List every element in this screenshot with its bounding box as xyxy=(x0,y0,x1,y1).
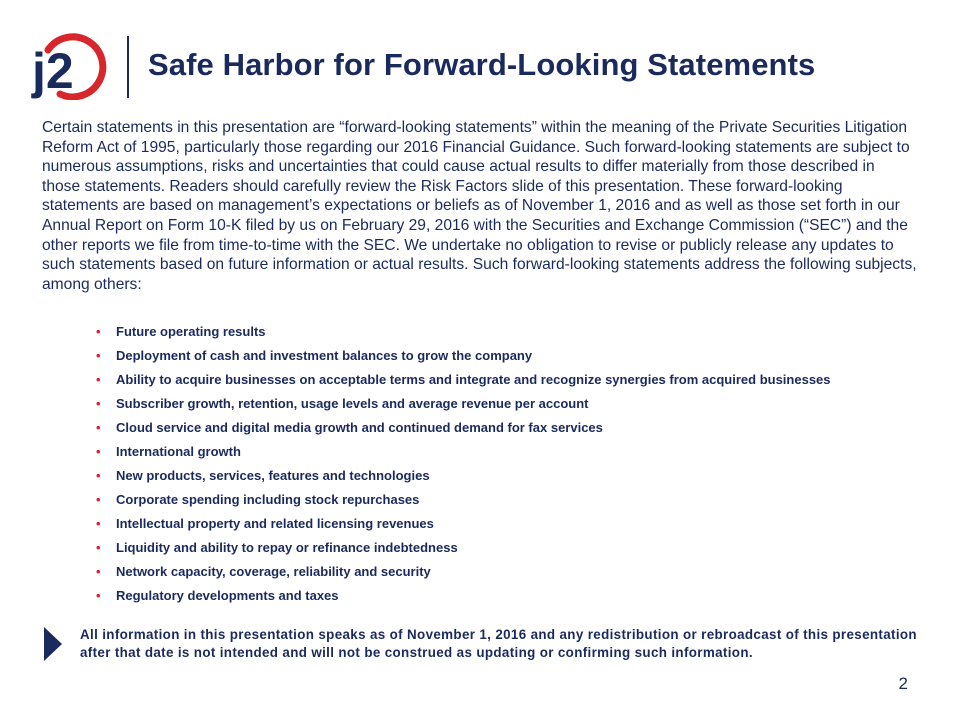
subjects-list xyxy=(96,322,831,610)
triangle-arrow-icon xyxy=(44,627,62,661)
bullet-icon: • xyxy=(96,516,101,531)
disclaimer-note: All information in this presentation speaks as of November 1, 2016 and any redistribution or rebroadcast of this presentation after that date is not intended and will not be construed as updating or confirming such information. xyxy=(80,627,917,660)
list-item: • Network capacity, coverage, reliability and security xyxy=(96,562,831,586)
bullet-icon: • xyxy=(96,324,101,339)
list-item: • Cloud service and digital media growth and continued demand for fax services xyxy=(96,418,831,442)
bullet-icon: • xyxy=(96,420,101,435)
list-item: • Liquidity and ability to repay or refinance indebtedness xyxy=(96,538,831,562)
page-title: Safe Harbor for Forward-Looking Statements xyxy=(148,47,816,82)
bullet-icon: • xyxy=(96,468,101,483)
bullet-icon: • xyxy=(96,444,101,459)
bullet-icon: • xyxy=(96,564,101,579)
list-item: • Deployment of cash and investment balances to grow the company xyxy=(96,346,831,370)
list-item: • International growth xyxy=(96,442,831,466)
list-item: • Regulatory developments and taxes xyxy=(96,586,831,610)
list-item: • Ability to acquire businesses on acceptable terms and integrate and recognize synergies from acquired businesses xyxy=(96,370,831,394)
bullet-icon: • xyxy=(96,588,101,603)
list-item: • Future operating results xyxy=(96,322,831,346)
list-item: • Intellectual property and related licensing revenues xyxy=(96,514,831,538)
title-divider xyxy=(127,36,129,98)
list-item: • New products, services, features and technologies xyxy=(96,466,831,490)
intro-paragraph: Certain statements in this presentation are “forward-looking statements” within the meaning of the Private Securities Litigation Reform Act of 1995, particularly those regarding our 2016 Financial Guidance. Such forward-looking statements are subject to numerous assumptions, risks and uncertainties that could cause actual results to differ materially from those described in those statements. Readers should carefully review the Risk Factors slide of this presentation. These forward-looking statements are based on management’s expectations or beliefs as of November 1, 2016 and as well as those set forth in our Annual Report on Form 10-K filed by us on February 29, 2016 with the Securities and Exchange Commission (“SEC”) and the other reports we file from time-to-time with the SEC. We undertake no obligation to revise or publicly release any updates to such statements based on future information or actual results. Such forward-looking statements address the following subjects, among others: xyxy=(42,119,917,293)
page-number: 2 xyxy=(898,674,908,693)
bullet-icon: • xyxy=(96,540,101,555)
bullet-icon: • xyxy=(96,348,101,363)
bullet-icon: • xyxy=(96,372,101,387)
bullet-icon: • xyxy=(96,396,101,411)
list-item: • Corporate spending including stock repurchases xyxy=(96,490,831,514)
logo-text: j2 xyxy=(32,43,74,99)
bullet-icon: • xyxy=(96,492,101,507)
list-item: • Subscriber growth, retention, usage levels and average revenue per account xyxy=(96,394,831,418)
j2-logo xyxy=(30,28,116,100)
